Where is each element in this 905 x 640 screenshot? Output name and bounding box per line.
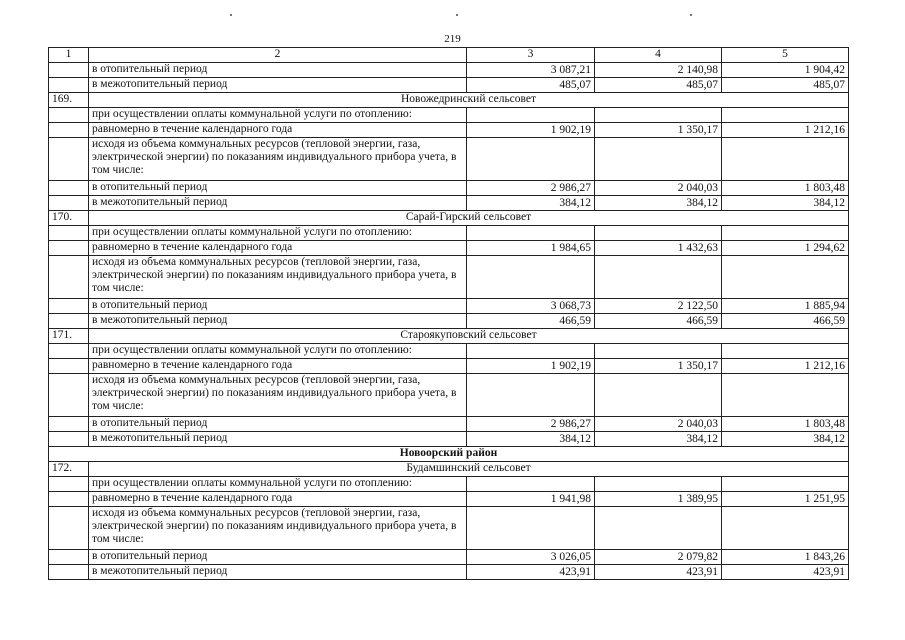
- value-col-3: 3 068,73: [467, 299, 595, 314]
- table-row: [49, 123, 849, 138]
- header-cell: 4: [595, 48, 722, 63]
- scan-dot: [456, 14, 458, 16]
- row-number: [49, 196, 89, 211]
- row-number: [49, 181, 89, 196]
- page-number: 219: [444, 33, 461, 45]
- section-row: [49, 462, 849, 477]
- row-description: равномерно в течение календарного года: [89, 359, 467, 374]
- value-col-5: [722, 507, 849, 550]
- row-description: при осуществлении оплаты коммунальной услуги по отоплению:: [89, 344, 467, 359]
- value-col-4: 485,07: [595, 78, 722, 93]
- value-col-5: [722, 256, 849, 299]
- table-row: [49, 256, 849, 299]
- table-row: [49, 299, 849, 314]
- row-description: в отопительный период: [89, 417, 467, 432]
- header-row: [49, 48, 849, 63]
- district-row: [49, 447, 849, 462]
- table-row: [49, 63, 849, 78]
- row-description: в межотопительный период: [89, 78, 467, 93]
- row-description: в отопительный период: [89, 63, 467, 78]
- row-description: равномерно в течение календарного года: [89, 492, 467, 507]
- value-col-4: 1 432,63: [595, 241, 722, 256]
- value-col-3: 1 902,19: [467, 123, 595, 138]
- value-col-3: 1 941,98: [467, 492, 595, 507]
- section-number: 169.: [49, 93, 89, 108]
- row-number: [49, 374, 89, 417]
- value-col-3: 1 902,19: [467, 359, 595, 374]
- table-row: [49, 78, 849, 93]
- scan-dot: [230, 14, 232, 16]
- row-number: [49, 359, 89, 374]
- table-row: [49, 565, 849, 580]
- value-col-5: 466,59: [722, 314, 849, 329]
- section-title: Староякуповский сельсовет: [89, 329, 849, 344]
- value-col-3: [467, 138, 595, 181]
- table-row: [49, 550, 849, 565]
- value-col-4: 1 350,17: [595, 123, 722, 138]
- row-number: [49, 507, 89, 550]
- row-number: [49, 226, 89, 241]
- value-col-3: 3 087,21: [467, 63, 595, 78]
- value-col-4: [595, 256, 722, 299]
- table-row: [49, 492, 849, 507]
- value-col-5: 485,07: [722, 78, 849, 93]
- section-title: Новожедринский сельсовет: [89, 93, 849, 108]
- row-number: [49, 417, 89, 432]
- header-cell: 5: [722, 48, 849, 63]
- row-description: при осуществлении оплаты коммунальной услуги по отоплению:: [89, 108, 467, 123]
- value-col-4: 1 389,95: [595, 492, 722, 507]
- table-row: [49, 507, 849, 550]
- table-row: [49, 344, 849, 359]
- value-col-3: [467, 226, 595, 241]
- row-description: исходя из объема коммунальных ресурсов (тепловой энергии, газа, электрической энергии) по показаниям индивидуального прибора учета, в том числе:: [89, 507, 467, 550]
- scan-dot: [690, 14, 692, 16]
- value-col-4: 384,12: [595, 432, 722, 447]
- row-number: [49, 241, 89, 256]
- row-number: [49, 108, 89, 123]
- value-col-5: [722, 138, 849, 181]
- scan-marks: [0, 14, 905, 20]
- value-col-4: [595, 507, 722, 550]
- value-col-5: 1 212,16: [722, 359, 849, 374]
- value-col-3: 2 986,27: [467, 417, 595, 432]
- value-col-5: [722, 477, 849, 492]
- section-number: 170.: [49, 211, 89, 226]
- row-number: [49, 565, 89, 580]
- section-number: 172.: [49, 462, 89, 477]
- tariff-table: [48, 47, 849, 580]
- value-col-4: [595, 477, 722, 492]
- value-col-5: 423,91: [722, 565, 849, 580]
- row-description: в межотопительный период: [89, 196, 467, 211]
- value-col-5: 1 294,62: [722, 241, 849, 256]
- value-col-5: [722, 108, 849, 123]
- value-col-4: [595, 108, 722, 123]
- row-description: равномерно в течение календарного года: [89, 241, 467, 256]
- value-col-3: 423,91: [467, 565, 595, 580]
- value-col-5: 1 904,42: [722, 63, 849, 78]
- table-row: [49, 417, 849, 432]
- row-description: в отопительный период: [89, 299, 467, 314]
- row-number: [49, 477, 89, 492]
- value-col-5: 1 803,48: [722, 181, 849, 196]
- row-description: исходя из объема коммунальных ресурсов (тепловой энергии, газа, электрической энергии) по показаниям индивидуального прибора учета, в том числе:: [89, 256, 467, 299]
- value-col-5: [722, 344, 849, 359]
- value-col-3: [467, 507, 595, 550]
- section-row: [49, 329, 849, 344]
- value-col-3: 2 986,27: [467, 181, 595, 196]
- row-number: [49, 432, 89, 447]
- row-description: при осуществлении оплаты коммунальной услуги по отоплению:: [89, 226, 467, 241]
- row-number: [49, 314, 89, 329]
- table-body: [49, 63, 849, 580]
- value-col-3: 1 984,65: [467, 241, 595, 256]
- section-number: 171.: [49, 329, 89, 344]
- table-row: [49, 196, 849, 211]
- value-col-5: [722, 374, 849, 417]
- value-col-5: 1 843,26: [722, 550, 849, 565]
- section-row: [49, 211, 849, 226]
- row-number: [49, 299, 89, 314]
- value-col-4: 384,12: [595, 196, 722, 211]
- value-col-4: 2 140,98: [595, 63, 722, 78]
- row-description: исходя из объема коммунальных ресурсов (тепловой энергии, газа, электрической энергии) по показаниям индивидуального прибора учета, в том числе:: [89, 374, 467, 417]
- header-cell: 1: [49, 48, 89, 63]
- value-col-4: 2 122,50: [595, 299, 722, 314]
- value-col-3: [467, 477, 595, 492]
- section-title: Будамшинский сельсовет: [89, 462, 849, 477]
- table-row: [49, 226, 849, 241]
- row-description: в межотопительный период: [89, 314, 467, 329]
- value-col-4: 2 040,03: [595, 181, 722, 196]
- value-col-3: 466,59: [467, 314, 595, 329]
- section-row: [49, 93, 849, 108]
- value-col-3: 485,07: [467, 78, 595, 93]
- value-col-4: 2 079,82: [595, 550, 722, 565]
- value-col-3: [467, 108, 595, 123]
- row-number: [49, 78, 89, 93]
- value-col-4: 1 350,17: [595, 359, 722, 374]
- row-description: в межотопительный период: [89, 432, 467, 447]
- row-number: [49, 550, 89, 565]
- value-col-4: 2 040,03: [595, 417, 722, 432]
- row-description: при осуществлении оплаты коммунальной услуги по отоплению:: [89, 477, 467, 492]
- row-description: исходя из объема коммунальных ресурсов (тепловой энергии, газа, электрической энергии) по показаниям индивидуального прибора учета, в том числе:: [89, 138, 467, 181]
- value-col-4: [595, 226, 722, 241]
- value-col-5: 1 885,94: [722, 299, 849, 314]
- table-row: [49, 241, 849, 256]
- section-title: Сарай-Гирский сельсовет: [89, 211, 849, 226]
- value-col-4: 466,59: [595, 314, 722, 329]
- row-number: [49, 123, 89, 138]
- value-col-3: [467, 256, 595, 299]
- value-col-4: 423,91: [595, 565, 722, 580]
- value-col-3: 384,12: [467, 432, 595, 447]
- value-col-5: 384,12: [722, 196, 849, 211]
- value-col-3: 3 026,05: [467, 550, 595, 565]
- value-col-4: [595, 374, 722, 417]
- table-row: [49, 374, 849, 417]
- value-col-4: [595, 344, 722, 359]
- table-row: [49, 359, 849, 374]
- table-row: [49, 108, 849, 123]
- row-description: в отопительный период: [89, 181, 467, 196]
- table-row: [49, 432, 849, 447]
- row-number: [49, 138, 89, 181]
- district-title: Новоорский район: [49, 447, 849, 462]
- value-col-5: 1 251,95: [722, 492, 849, 507]
- row-number: [49, 492, 89, 507]
- value-col-3: [467, 344, 595, 359]
- row-number: [49, 63, 89, 78]
- table-row: [49, 181, 849, 196]
- row-description: в межотопительный период: [89, 565, 467, 580]
- value-col-5: 1 803,48: [722, 417, 849, 432]
- table-row: [49, 477, 849, 492]
- row-number: [49, 256, 89, 299]
- value-col-5: 1 212,16: [722, 123, 849, 138]
- header-cell: 2: [89, 48, 467, 63]
- value-col-4: [595, 138, 722, 181]
- row-description: равномерно в течение календарного года: [89, 123, 467, 138]
- table-row: [49, 138, 849, 181]
- row-number: [49, 344, 89, 359]
- value-col-5: 384,12: [722, 432, 849, 447]
- row-description: в отопительный период: [89, 550, 467, 565]
- value-col-3: [467, 374, 595, 417]
- value-col-3: 384,12: [467, 196, 595, 211]
- value-col-5: [722, 226, 849, 241]
- header-cell: 3: [467, 48, 595, 63]
- table-row: [49, 314, 849, 329]
